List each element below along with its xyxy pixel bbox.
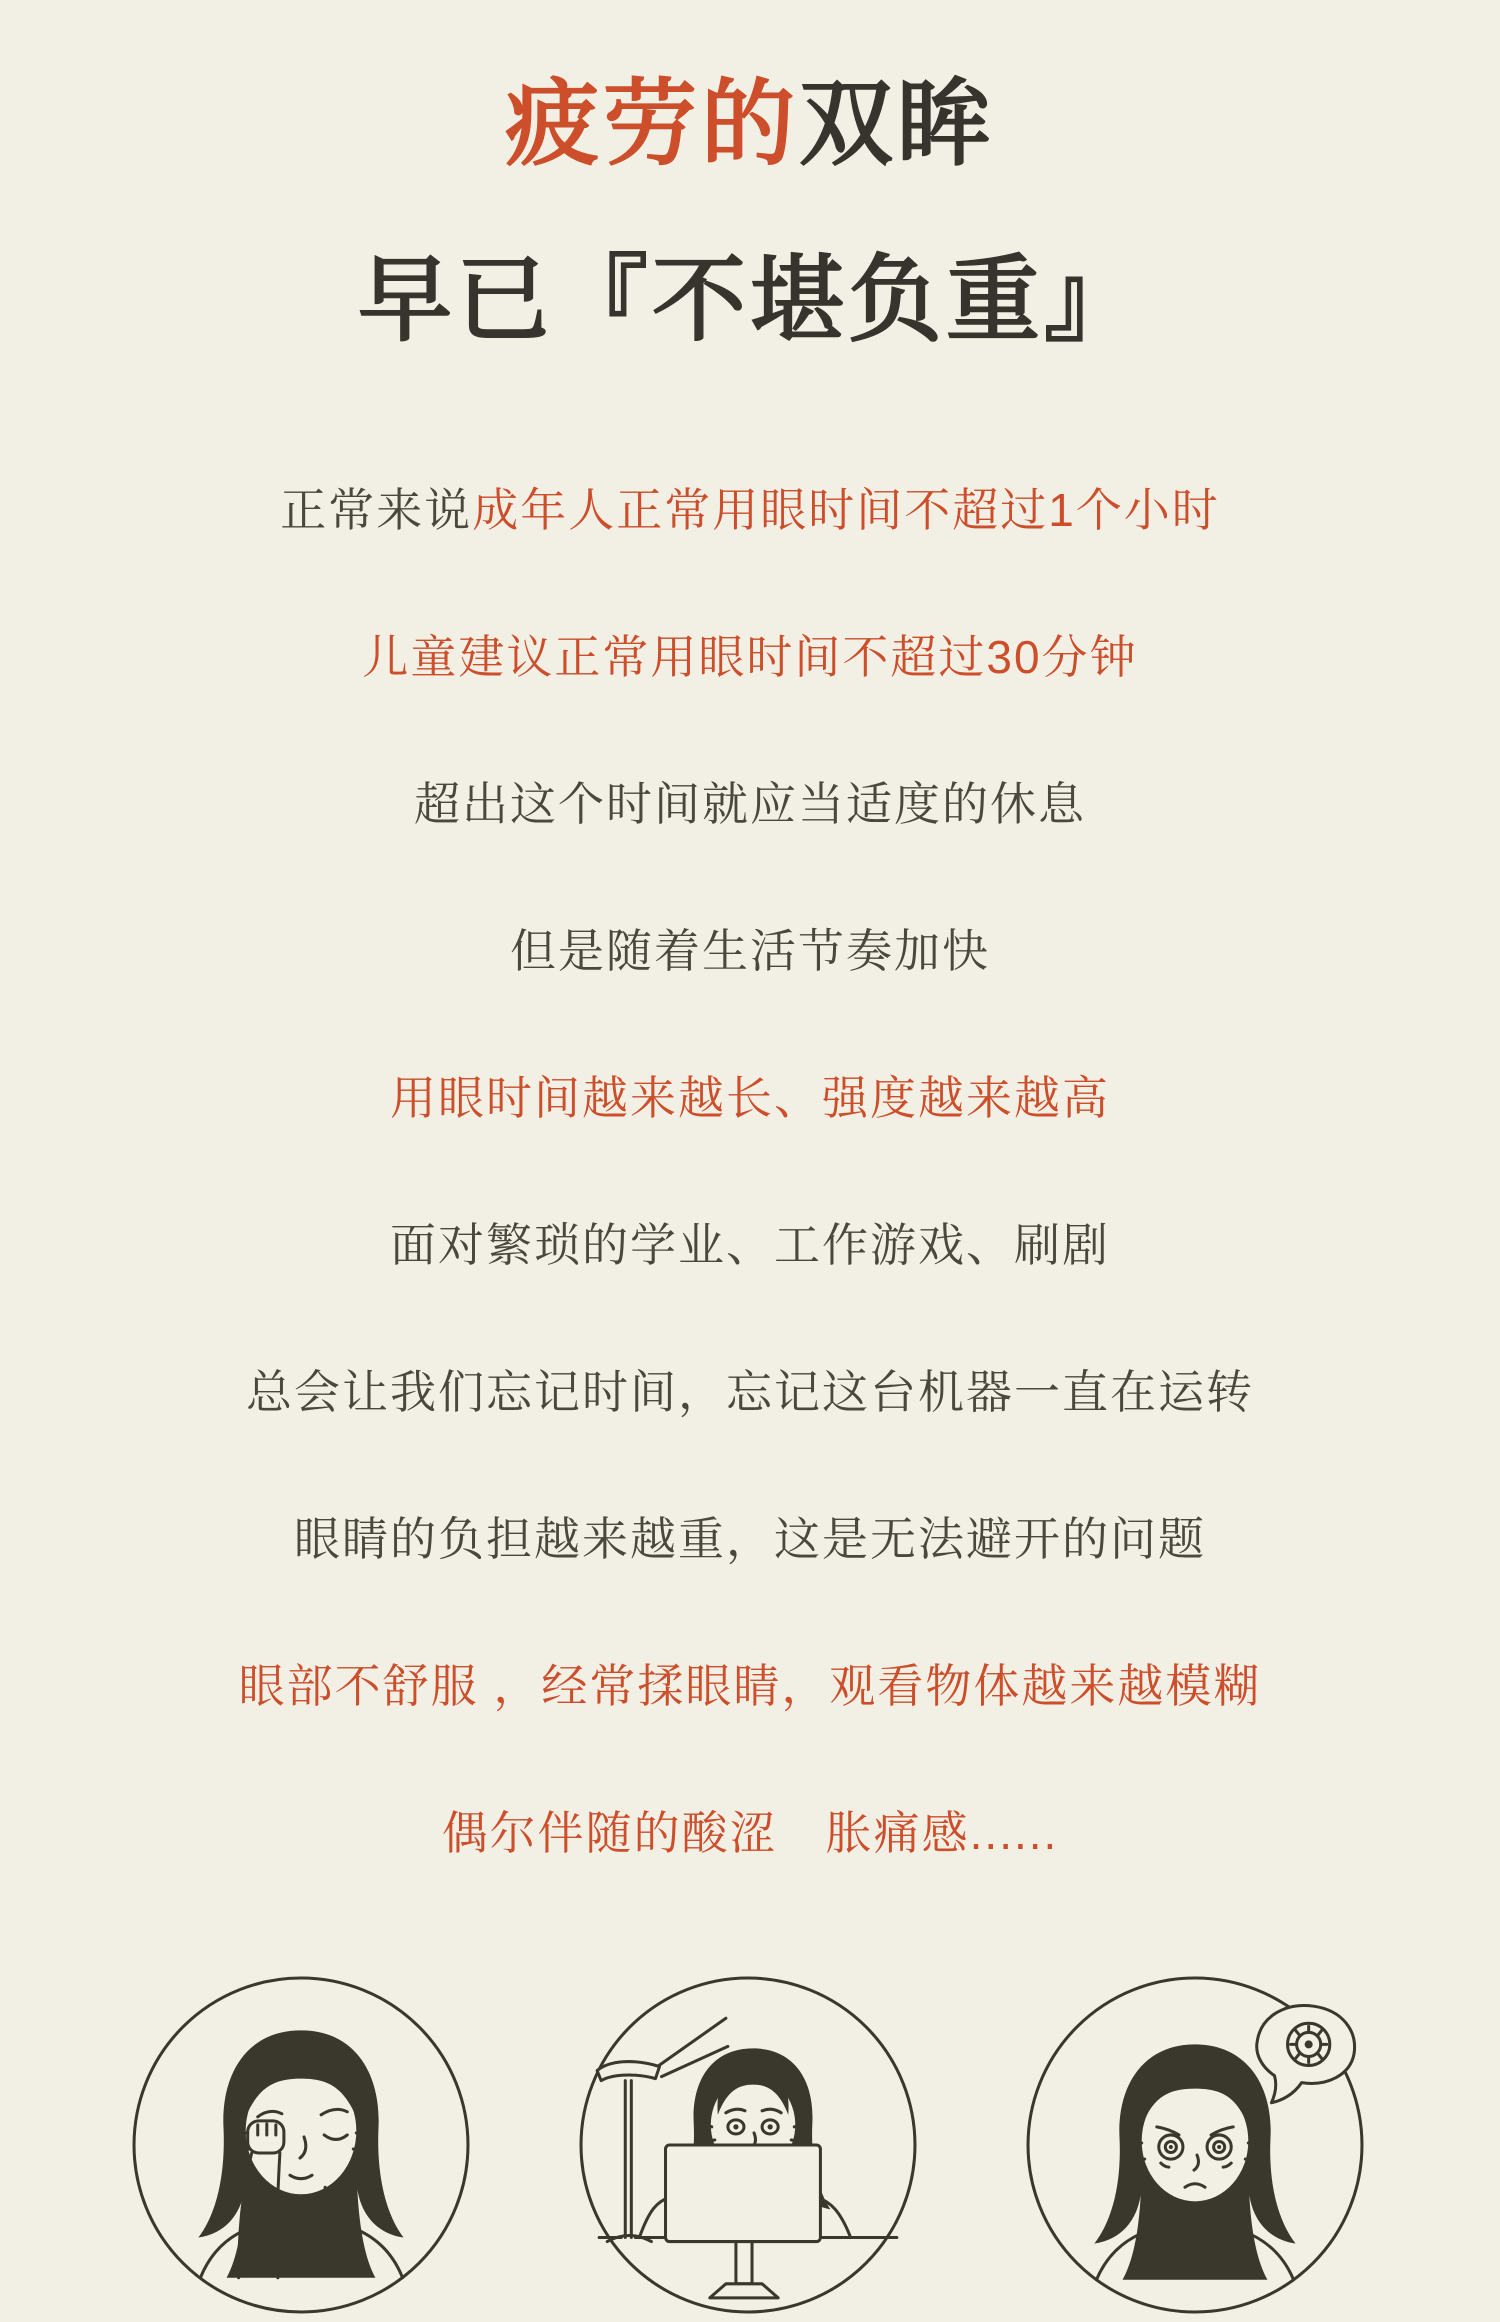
title-line-2: 早已『不堪负重』 bbox=[357, 247, 1142, 352]
illustration-row bbox=[130, 1974, 1366, 2316]
text-segment: 双眸 bbox=[799, 71, 996, 176]
text-segment: 成年人正常用眼时间不超过1个小时 bbox=[472, 484, 1220, 536]
paragraph-3 bbox=[0, 778, 1500, 830]
page-title bbox=[0, 36, 1500, 388]
text-segment: 总会让我们忘记时间，忘记这台机器一直在运转 bbox=[246, 1366, 1254, 1418]
text-segment: 眼睛的负担越来越重，这是无法避开的问题 bbox=[294, 1513, 1206, 1565]
text-segment: 偶尔伴随的酸涩 胀痛感...... bbox=[441, 1807, 1059, 1859]
text-segment: 面对繁琐的学业、工作游戏、刷剧 bbox=[390, 1219, 1110, 1271]
woman-strained-eyes-icon bbox=[1024, 1974, 1366, 2316]
paragraph-2 bbox=[0, 631, 1500, 683]
paragraph-9 bbox=[0, 1660, 1500, 1712]
paragraph-4 bbox=[0, 925, 1500, 977]
paragraph-5 bbox=[0, 1072, 1500, 1124]
body-copy bbox=[0, 484, 1500, 1957]
paragraph-8 bbox=[0, 1513, 1500, 1565]
title-line-1 bbox=[0, 36, 1500, 212]
paragraph-7 bbox=[0, 1366, 1500, 1418]
text-segment: 正常来说 bbox=[280, 484, 473, 536]
text-segment: 超出这个时间就应当适度的休息 bbox=[414, 778, 1086, 830]
text-segment: 眼部不舒服 ，经常揉眼睛，观看物体越来越模糊 bbox=[238, 1660, 1262, 1712]
text-segment: 用眼时间越来越长、强度越来越高 bbox=[390, 1072, 1110, 1124]
woman-rubbing-eye-icon bbox=[130, 1974, 472, 2316]
text-segment: 疲劳的 bbox=[504, 71, 799, 176]
text-segment: 但是随着生活节奏加快 bbox=[510, 925, 990, 977]
woman-using-computer-icon bbox=[577, 1974, 919, 2316]
paragraph-6 bbox=[0, 1219, 1500, 1271]
text-segment: 儿童建议正常用眼时间不超过30分钟 bbox=[362, 631, 1138, 683]
paragraph-10 bbox=[0, 1807, 1500, 1859]
paragraph-1 bbox=[0, 484, 1500, 536]
